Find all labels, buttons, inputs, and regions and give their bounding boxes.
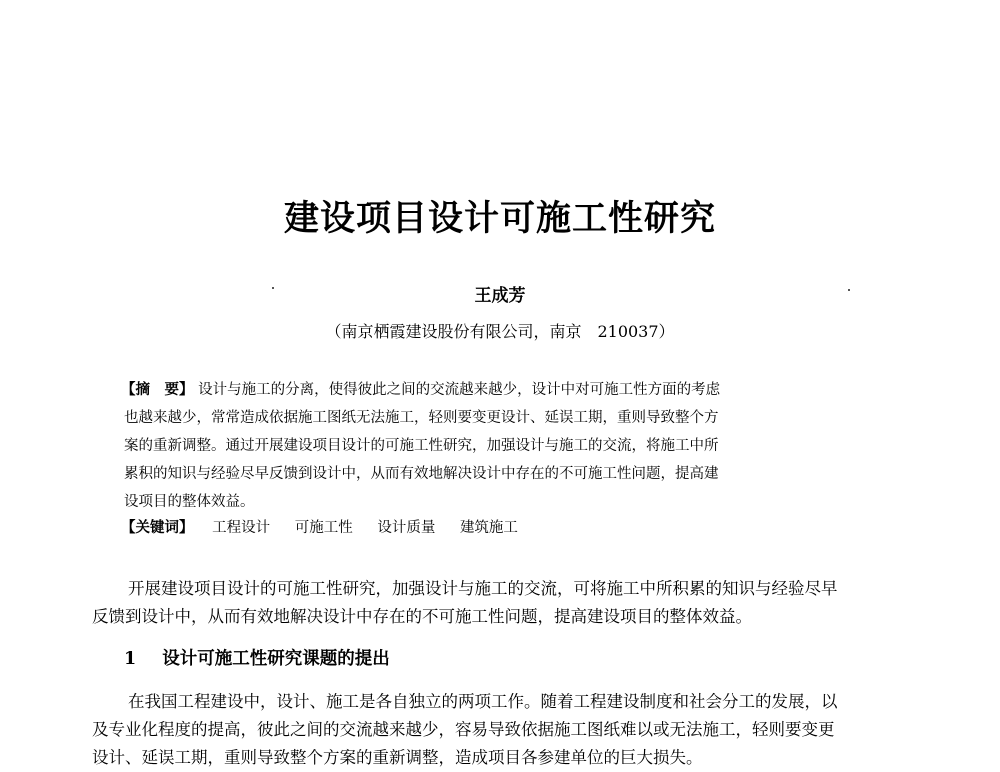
- abstract-text: 设计与施工的分离，使得彼此之间的交流越来越少，设计中对可施工性方面的考虑: [198, 382, 721, 398]
- abstract-line: 累积的知识与经验尽早反馈到设计中，从而有效地解决设计中存在的不可施工性问题，提高建: [124, 466, 719, 482]
- intro-paragraph: [92, 575, 922, 631]
- section-title: 设计可施工性研究课题的提出: [162, 649, 390, 669]
- section-heading: [124, 646, 390, 672]
- abstract-line: 设项目的整体效益。: [124, 494, 255, 510]
- keywords: [121, 516, 538, 540]
- keyword: 设计质量: [377, 520, 436, 536]
- paper-title: 建设项目设计可施工性研究: [283, 198, 716, 239]
- author-affiliation: （南京栖霞建设股份有限公司，南京 210037）: [325, 322, 675, 341]
- keyword: 工程设计: [212, 520, 271, 536]
- paragraph-line: 及专业化程度的提高，彼此之间的交流越来越少，容易导致依据施工图纸难以或无法施工，轻则要变更: [92, 720, 835, 739]
- abstract: [121, 376, 861, 516]
- author-name: 王成芳: [474, 286, 526, 306]
- abstract-line: [121, 376, 861, 404]
- paragraph-line: 在我国工程建设中，设计、施工是各自独立的两项工作。随着工程建设制度和社会分工的发展，以: [128, 692, 838, 711]
- abstract-line: 案的重新调整。通过开展建设项目设计的可施工性研究，加强设计与施工的交流，将施工中所: [124, 438, 719, 454]
- keyword: 建筑施工: [459, 520, 518, 536]
- section-number: 1: [124, 649, 137, 669]
- paragraph-line: 开展建设项目设计的可施工性研究，加强设计与施工的交流，可将施工中所积累的知识与经验尽早: [128, 579, 838, 598]
- paragraph-line: 设计、延误工期，重则导致整个方案的重新调整，造成项目各参建单位的巨大损失。: [92, 748, 703, 767]
- abstract-line: 也越来越少，常常造成依据施工图纸无法施工，轻则要变更设计、延误工期，重则导致整个方: [124, 410, 719, 426]
- keywords-label: 【关键词】: [121, 519, 194, 536]
- section-paragraph: [92, 688, 922, 772]
- paragraph-line: 反馈到设计中，从而有效地解决设计中存在的不可施工性问题，提高建设项目的整体效益。: [92, 607, 752, 626]
- abstract-label: 【摘 要】: [121, 381, 194, 398]
- keyword: 可施工性: [294, 520, 353, 536]
